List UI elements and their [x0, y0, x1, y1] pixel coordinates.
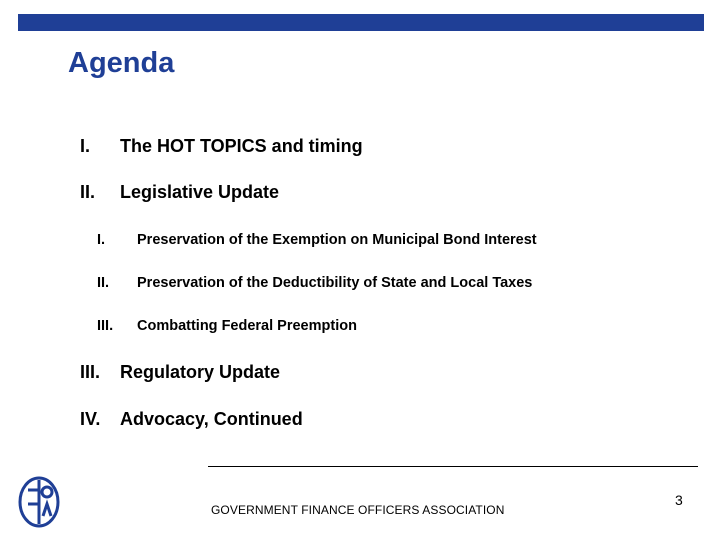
agenda-item-numeral: III. [80, 362, 101, 382]
agenda-subitem-numeral: III. [97, 318, 114, 334]
page-number: 3 [675, 492, 683, 508]
footer-organization: GOVERNMENT FINANCE OFFICERS ASSOCIATION [211, 503, 505, 517]
agenda-subitem-numeral: I. [97, 232, 106, 248]
agenda-item-numeral: II. [80, 182, 96, 202]
footer-divider [208, 466, 698, 467]
agenda-item-numeral: IV. [80, 409, 101, 429]
agenda-subitem-text: Preservation of the Deductibility of State and Local Taxes [137, 275, 533, 291]
agenda-subitem-federal-preemption [97, 318, 357, 334]
gfoa-logo-icon [14, 472, 64, 532]
agenda-subitem-text: Preservation of the Exemption on Municipal Bond Interest [137, 232, 537, 248]
agenda-subitem-bond-interest [97, 232, 537, 248]
agenda-subitem-numeral: II. [97, 275, 110, 291]
slide-title: Agenda [68, 47, 175, 79]
agenda-subitem-text: Combatting Federal Preemption [137, 318, 357, 334]
header-accent-bar [18, 14, 704, 31]
agenda-subitem-state-local-taxes [97, 275, 532, 291]
agenda-item-legislative-update [80, 182, 279, 203]
agenda-item-regulatory-update [80, 362, 280, 383]
agenda-item-text: Legislative Update [120, 182, 280, 202]
agenda-item-text: Advocacy, Continued [120, 409, 303, 429]
agenda-item-numeral: I. [80, 136, 91, 156]
agenda-item-text: The HOT TOPICS and timing [120, 136, 363, 156]
agenda-item-advocacy [80, 409, 303, 430]
agenda-item-text: Regulatory Update [120, 362, 281, 382]
agenda-item-hot-topics [80, 136, 363, 157]
